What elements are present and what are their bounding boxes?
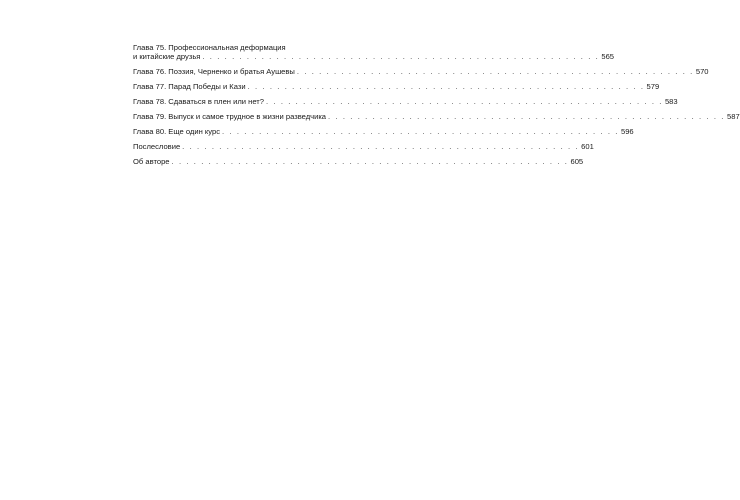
toc-entry[interactable] (133, 157, 584, 166)
dot-leader: . . . . . . . . . . . . . . . . . . . . . . . . . . . . . . . . . . . . . . . . . . . . . . . . . . . . . . (247, 82, 645, 91)
toc-entry-title: Глава 78. Сдаваться в плен или нет? (133, 97, 264, 106)
toc-entry-title: Об авторе (133, 157, 170, 166)
toc-entry-page: 579 (646, 82, 660, 91)
dot-leader: . . . . . . . . . . . . . . . . . . . . . . . . . . . . . . . . . . . . . . . . . . . . . . . . . . . . . . (171, 157, 569, 166)
toc-entry[interactable] (133, 112, 740, 121)
table-of-contents (133, 43, 740, 172)
dot-leader: . . . . . . . . . . . . . . . . . . . . . . . . . . . . . . . . . . . . . . . . . . . . . . . . . . . . . . (296, 67, 694, 76)
dot-leader: . . . . . . . . . . . . . . . . . . . . . . . . . . . . . . . . . . . . . . . . . . . . . . . . . . . . . . (182, 142, 580, 151)
toc-entry[interactable] (133, 67, 709, 76)
dot-leader: . . . . . . . . . . . . . . . . . . . . . . . . . . . . . . . . . . . . . . . . . . . . . . . . . . . . . . (202, 52, 600, 61)
toc-entry-page: 587 (727, 112, 740, 121)
toc-entry[interactable] (133, 97, 678, 106)
dot-leader: . . . . . . . . . . . . . . . . . . . . . . . . . . . . . . . . . . . . . . . . . . . . . . . . . . . . . . (328, 112, 725, 121)
toc-entry-title: Глава 79. Выпуск и самое трудное в жизни разведчика (133, 112, 327, 121)
toc-entry-page: 583 (664, 97, 678, 106)
toc-entry-page: 570 (695, 67, 709, 76)
toc-entry[interactable] (133, 142, 594, 151)
toc-entry-title: и китайские друзья (133, 52, 201, 61)
toc-entry-page: 565 (601, 52, 615, 61)
toc-entry[interactable] (133, 82, 660, 91)
toc-entry-title: Глава 80. Еще один курс (133, 127, 221, 136)
toc-entry-page: 605 (570, 157, 584, 166)
toc-entry-title: Глава 77. Парад Победы и Кази (133, 82, 246, 91)
dot-leader: . . . . . . . . . . . . . . . . . . . . . . . . . . . . . . . . . . . . . . . . . . . . . . . . . . . . . . (266, 97, 663, 106)
toc-entry-title: Глава 76. Поэзия, Черненко и братья Аушевы (133, 67, 295, 76)
toc-entry-page: 596 (620, 127, 634, 136)
toc-entry[interactable] (133, 127, 634, 136)
toc-entry[interactable] (133, 43, 615, 61)
dot-leader: . . . . . . . . . . . . . . . . . . . . . . . . . . . . . . . . . . . . . . . . . . . . . . . . . . . . . . (222, 127, 619, 136)
toc-entry-title: Послесловие (133, 142, 181, 151)
toc-entry-page: 601 (581, 142, 594, 151)
toc-entry-title-line1: Глава 75. Профессиональная деформация (133, 43, 286, 52)
